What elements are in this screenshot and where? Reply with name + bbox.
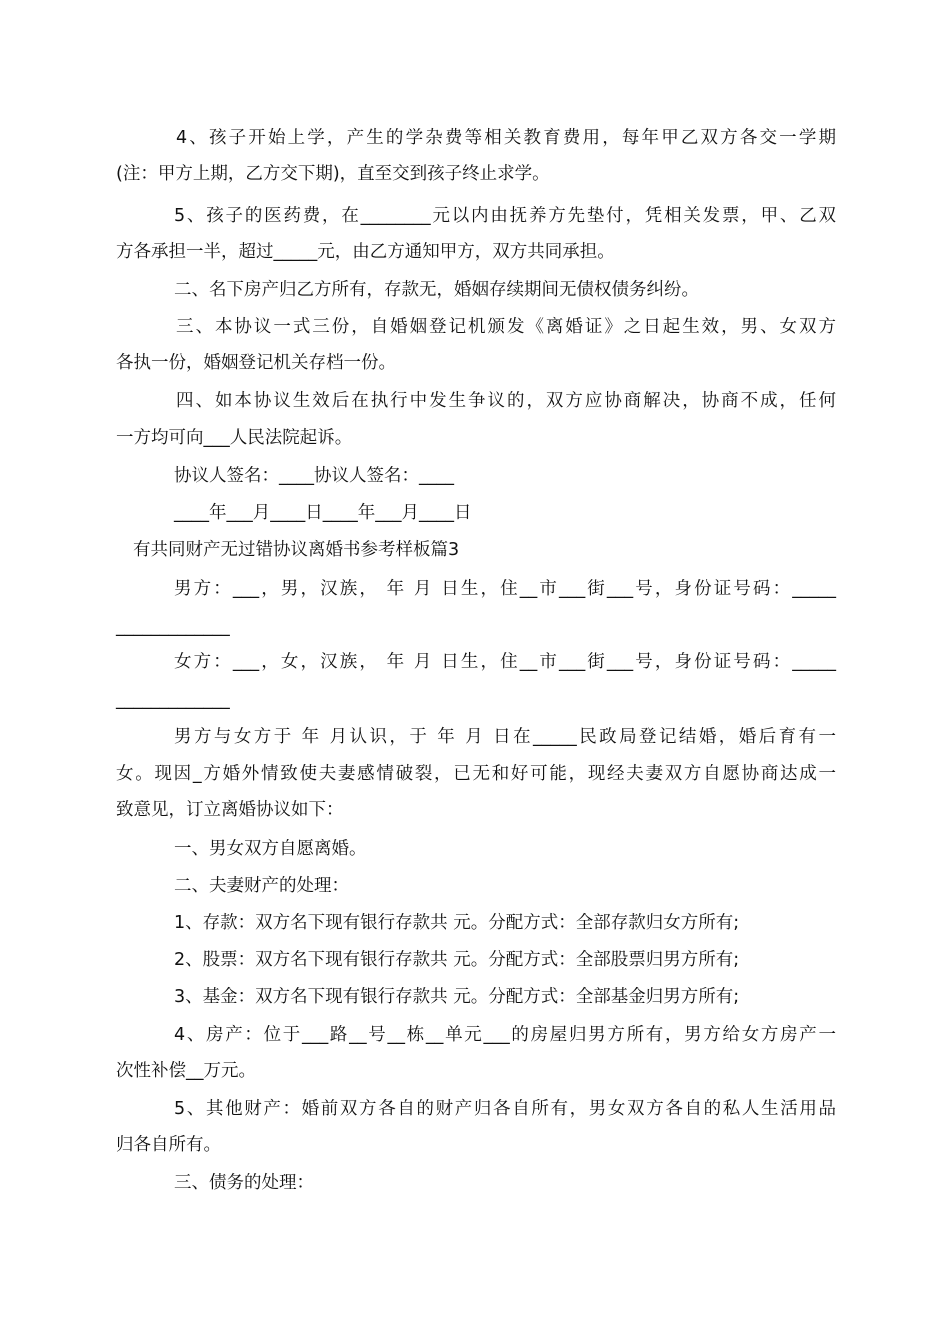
text-line: 女。现因_方婚外情致使夫妻感情破裂，已无和好可能，现经夫妻双方自愿协商达成一 (116, 764, 836, 784)
text-line: 二、名下房产归乙方所有，存款无，婚姻存续期间无债权债务纠纷。 (174, 280, 699, 300)
signature-line: 协议人签名：____协议人签名：____ (174, 466, 454, 486)
text-line: 二、夫妻财产的处理： (174, 876, 349, 896)
text-line: 男方：___，男，汉族， 年 月 日生，住__市___街___号，身份证号码：_____ (174, 579, 836, 599)
text-line: _____________ (116, 690, 230, 710)
text-line: 1、存款：双方名下现有银行存款共 元。分配方式：全部存款归女方所有; (174, 913, 740, 933)
text-line: 5、孩子的医药费，在________元以内由抚养方先垫付，凭相关发票，甲、乙双 (174, 206, 836, 226)
text-line: 三、本协议一式三份，自婚姻登记机颁发《离婚证》之日起生效，男、女双方 (176, 317, 836, 337)
text-line: 一方均可向___人民法院起诉。 (116, 428, 353, 448)
text-line: 致意见，订立离婚协议如下： (116, 800, 344, 820)
text-line: 3、基金：双方名下现有银行存款共 元。分配方式：全部基金归男方所有; (174, 987, 740, 1007)
text-line: 5、其他财产：婚前双方各自的财产归各自所有，男女双方各自的私人生活用品 (174, 1099, 836, 1119)
text-line: 归各自所有。 (116, 1135, 221, 1155)
text-line: 各执一份，婚姻登记机关存档一份。 (116, 353, 396, 373)
text-line: 三、债务的处理： (174, 1173, 314, 1193)
text-line: 次性补偿__万元。 (116, 1061, 256, 1081)
text-line: 男方与女方于 年 月认识，于 年 月 日在_____民政局登记结婚，婚后育有一 (174, 727, 836, 747)
text-line: 四、如本协议生效后在执行中发生争议的，双方应协商解决，协商不成，任何 (176, 391, 836, 411)
text-line: 一、男女双方自愿离婚。 (174, 839, 367, 859)
text-line: 方各承担一半，超过_____元，由乙方通知甲方，双方共同承担。 (116, 242, 615, 262)
text-line: 4、孩子开始上学，产生的学杂费等相关教育费用，每年甲乙双方各交一学期 (176, 128, 836, 148)
text-line: 女方：___，女，汉族， 年 月 日生，住__市___街___号，身份证号码：_____ (174, 652, 836, 672)
text-line: 4、房产：位于___路__号__栋__单元___的房屋归男方所有，男方给女方房产一 (174, 1025, 836, 1045)
text-line: (注：甲方上期，乙方交下期)，直至交到孩子终止求学。 (116, 164, 550, 184)
section-heading: 有共同财产无过错协议离婚书参考样板篇3 (133, 540, 460, 560)
text-line: 2、股票：双方名下现有银行存款共 元。分配方式：全部股票归男方所有; (174, 950, 740, 970)
text-line: _____________ (116, 617, 230, 637)
date-line: ____年___月____日____年___月____日 (174, 503, 472, 523)
